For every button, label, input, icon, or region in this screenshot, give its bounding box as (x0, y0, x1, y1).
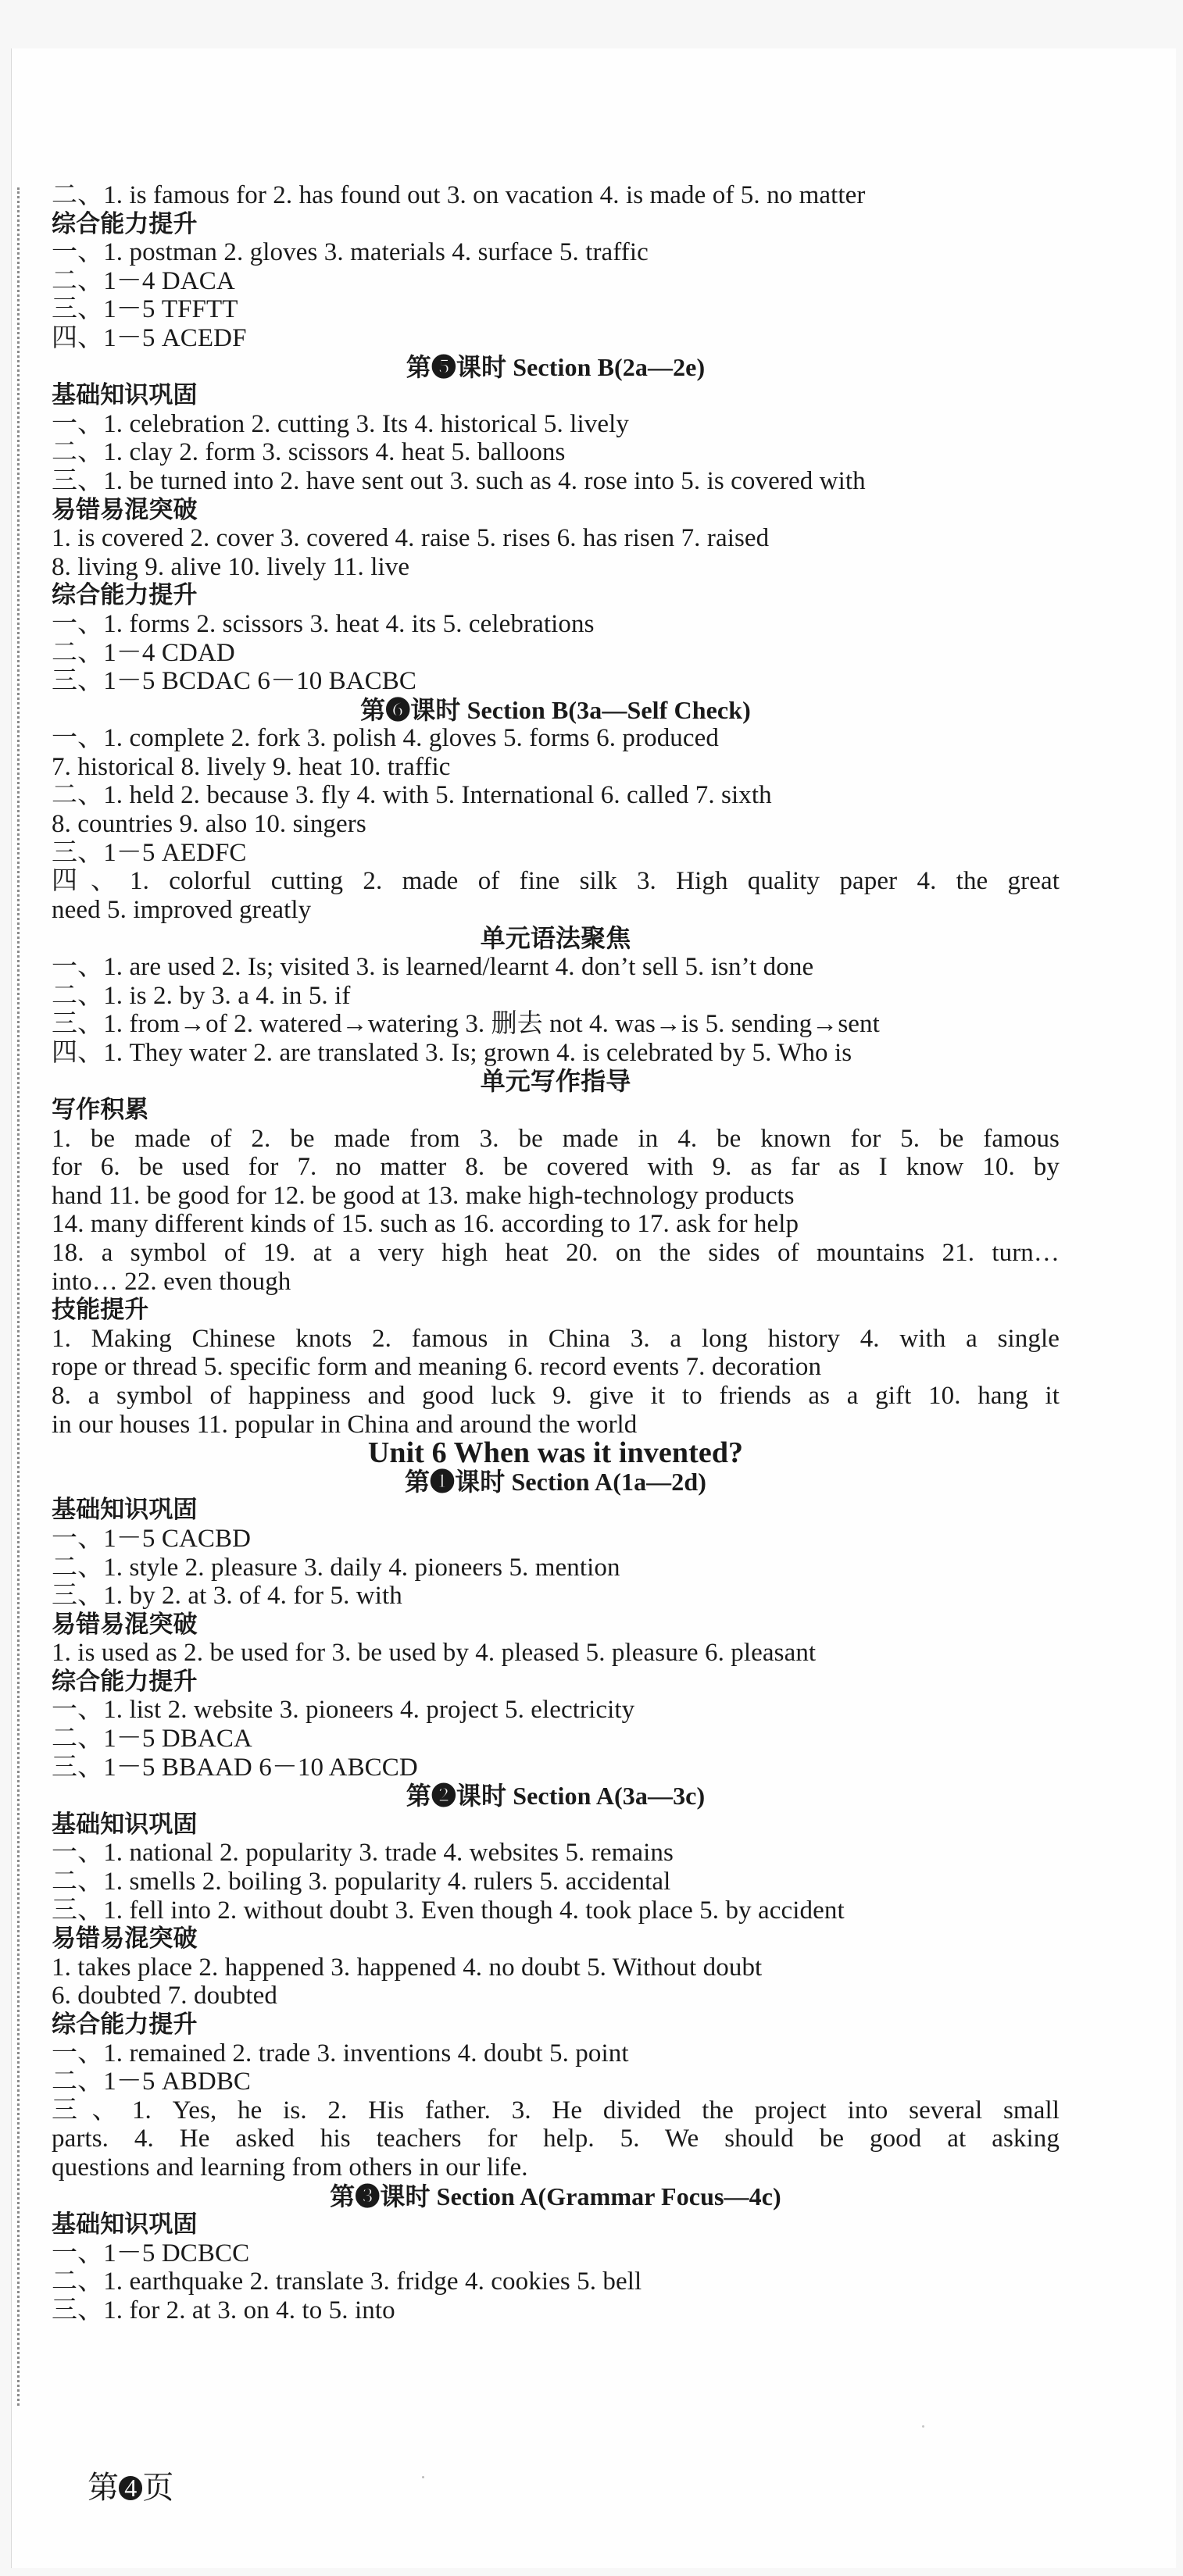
subsection-heading: 技能提升 (52, 1296, 149, 1324)
subsection-heading: 基础知识巩固 (52, 1496, 198, 1524)
answer-line: 一、1－5 DCBCC (52, 2239, 250, 2267)
answer-line: 一、1－5 CACBD (52, 1524, 252, 1553)
subsection-heading: 基础知识巩固 (52, 381, 198, 409)
subsection-heading: 综合能力提升 (52, 581, 198, 609)
answer-line: 一、1. are used 2. Is; visited 3. is learned/learnt 4. don’t sell 5. isn’t done (52, 953, 814, 982)
answer-line: 1. is covered 2. cover 3. covered 4. raise 5. rises 6. has risen 7. raised (52, 524, 770, 553)
answer-line: 1. Making Chinese knots 2. famous in China 3. a long history 4. with a single (52, 1324, 1060, 1353)
lesson-heading: 第❸课时 Section A(Grammar Focus—4c) (330, 2182, 781, 2210)
lesson-heading: 单元写作指导 (480, 1067, 631, 1096)
answer-line: 1. is used as 2. be used for 3. be used by 4. pleased 5. pleasure 6. pleasant (52, 1639, 817, 1668)
page-number (88, 2463, 173, 2507)
subsection-heading: 基础知识巩固 (52, 1810, 198, 1838)
answer-line: 四、1－5 ACEDF (52, 323, 247, 352)
answer-line: 一、1. complete 2. fork 3. polish 4. gloves 5. forms 6. produced (52, 724, 719, 753)
answer-line: into… 22. even though (52, 1267, 291, 1296)
answer-line: rope or thread 5. specific form and meaning 6. record events 7. decoration (52, 1353, 822, 1382)
answer-line: 三、1. for 2. at 3. on 4. to 5. into (52, 2296, 395, 2324)
answer-line: 一、1. postman 2. gloves 3. materials 4. surface 5. traffic (52, 238, 649, 267)
scan-speck (422, 2476, 424, 2478)
answer-line: 一、1. celebration 2. cutting 3. Its 4. historical 5. lively (52, 409, 629, 438)
subsection-heading: 易错易混突破 (52, 1610, 198, 1638)
answer-line: 三、1. fell into 2. without doubt 3. Even though 4. took place 5. by accident (52, 1896, 845, 1925)
answer-line: 18. a symbol of 19. at a very high heat 20. on the sides of mountains 21. turn… (52, 1238, 1060, 1267)
answer-line: for 6. be used for 7. no matter 8. be covered with 9. as far as I know 10. by (52, 1153, 1060, 1182)
answer-line: 一、1. remained 2. trade 3. inventions 4. doubt 5. point (52, 2039, 629, 2068)
answer-line: 三、1. Yes, he is. 2. His father. 3. He divided the project into several small (52, 2096, 1060, 2125)
answer-line: 三、1－5 BCDAC 6－10 BACBC (52, 667, 417, 696)
answer-line: 8. living 9. alive 10. lively 11. live (52, 552, 410, 581)
answer-line: 14. many different kinds of 15. such as 16. according to 17. ask for help (52, 1210, 799, 1239)
answer-line: 二、1. smells 2. boiling 3. popularity 4. rulers 5. accidental (52, 1868, 671, 1896)
answer-line: 二、1－4 CDAD (52, 638, 235, 667)
answer-line: 1. takes place 2. happened 3. happened 4. no doubt 5. Without doubt (52, 1953, 763, 1982)
answer-line: 三、1－5 BBAAD 6－10 ABCCD (52, 1753, 418, 1782)
answer-line: 三、1. by 2. at 3. of 4. for 5. with (52, 1582, 402, 1611)
answer-line: 二、1－5 DBACA (52, 1725, 252, 1754)
lesson-heading: 第❷课时 Section A(3a—3c) (406, 1782, 706, 1811)
answer-line: 二、1. clay 2. form 3. scissors 4. heat 5. balloons (52, 438, 566, 467)
page-number-prefix: 第 (88, 2470, 119, 2505)
subsection-heading: 综合能力提升 (52, 209, 198, 237)
answer-line: hand 11. be good for 12. be good at 13. make high-technology products (52, 1181, 795, 1210)
answer-line: 二、1. is 2. by 3. a 4. in 5. if (52, 981, 351, 1010)
answer-line: 一、1. national 2. popularity 3. trade 4. websites 5. remains (52, 1839, 674, 1868)
answer-line: 二、1－4 DACA (52, 266, 235, 295)
answer-line: 三、1－5 AEDFC (52, 838, 247, 867)
answer-line: 三、1－5 TFFTT (52, 295, 238, 324)
subsection-heading: 综合能力提升 (52, 2010, 198, 2038)
answer-line: 1. be made of 2. be made from 3. be made in 4. be known for 5. be famous (52, 1124, 1060, 1153)
lesson-heading: 单元语法聚焦 (480, 924, 631, 953)
answer-line: 二、1. style 2. pleasure 3. daily 4. pioneers 5. mention (52, 1553, 620, 1582)
answer-line: 三、1. be turned into 2. have sent out 3. such as 4. rose into 5. is covered with (52, 466, 866, 495)
lesson-heading: 第❶课时 Section A(1a—2d) (404, 1467, 707, 1496)
subsection-heading: 易错易混突破 (52, 495, 198, 523)
unit-title: Unit 6 When was it invented? (367, 1439, 744, 1468)
page-number-suffix: 页 (142, 2470, 174, 2505)
lesson-heading: 第❺课时 Section B(2a—2e) (406, 352, 706, 381)
answer-line: 二、1－5 ABDBC (52, 2068, 252, 2096)
answer-line: questions and learning from others in our life. (52, 2153, 528, 2182)
subsection-heading: 易错易混突破 (52, 1925, 198, 1953)
answer-line: 一、1. forms 2. scissors 3. heat 4. its 5. celebrations (52, 609, 595, 638)
answer-content (52, 181, 1060, 2325)
answer-line: need 5. improved greatly (52, 895, 312, 924)
answer-line: 一、1. list 2. website 3. pioneers 4. project 5. electricity (52, 1696, 635, 1725)
answer-line: 6. doubted 7. doubted (52, 1982, 277, 2010)
answer-line: 二、1. held 2. because 3. fly 4. with 5. International 6. called 7. sixth (52, 781, 772, 810)
answer-line: 四、1. colorful cutting 2. made of fine silk 3. High quality paper 4. the great (52, 867, 1060, 896)
binding-dotted-line (17, 187, 20, 2406)
subsection-heading: 基础知识巩固 (52, 2210, 198, 2239)
answer-line: 四、1. They water 2. are translated 3. Is; grown 4. is celebrated by 5. Who is (52, 1038, 852, 1067)
answer-line: 三、1. from→of 2. watered→watering 3. 删去 not 4. was→is 5. sending→sent (52, 1010, 880, 1039)
answer-line: 二、1. is famous for 2. has found out 3. on vacation 4. is made of 5. no matter (52, 181, 866, 209)
answer-line: 8. a symbol of happiness and good luck 9. give it to friends as a gift 10. hang it (52, 1381, 1060, 1410)
subsection-heading: 写作积累 (52, 1096, 149, 1123)
scan-speck (922, 2425, 924, 2428)
answer-line: 二、1. earthquake 2. translate 3. fridge 4. cookies 5. bell (52, 2267, 642, 2296)
lesson-heading: 第❻课时 Section B(3a—Self Check) (360, 695, 751, 724)
answer-line: in our houses 11. popular in China and around the world (52, 1410, 638, 1439)
answer-line: 7. historical 8. lively 9. heat 10. traffic (52, 752, 451, 781)
subsection-heading: 综合能力提升 (52, 1667, 198, 1695)
answer-line: parts. 4. He asked his teachers for help. 5. We should be good at asking (52, 2125, 1060, 2153)
answer-line: 8. countries 9. also 10. singers (52, 810, 366, 839)
page-number-value: 4 (119, 2476, 142, 2499)
